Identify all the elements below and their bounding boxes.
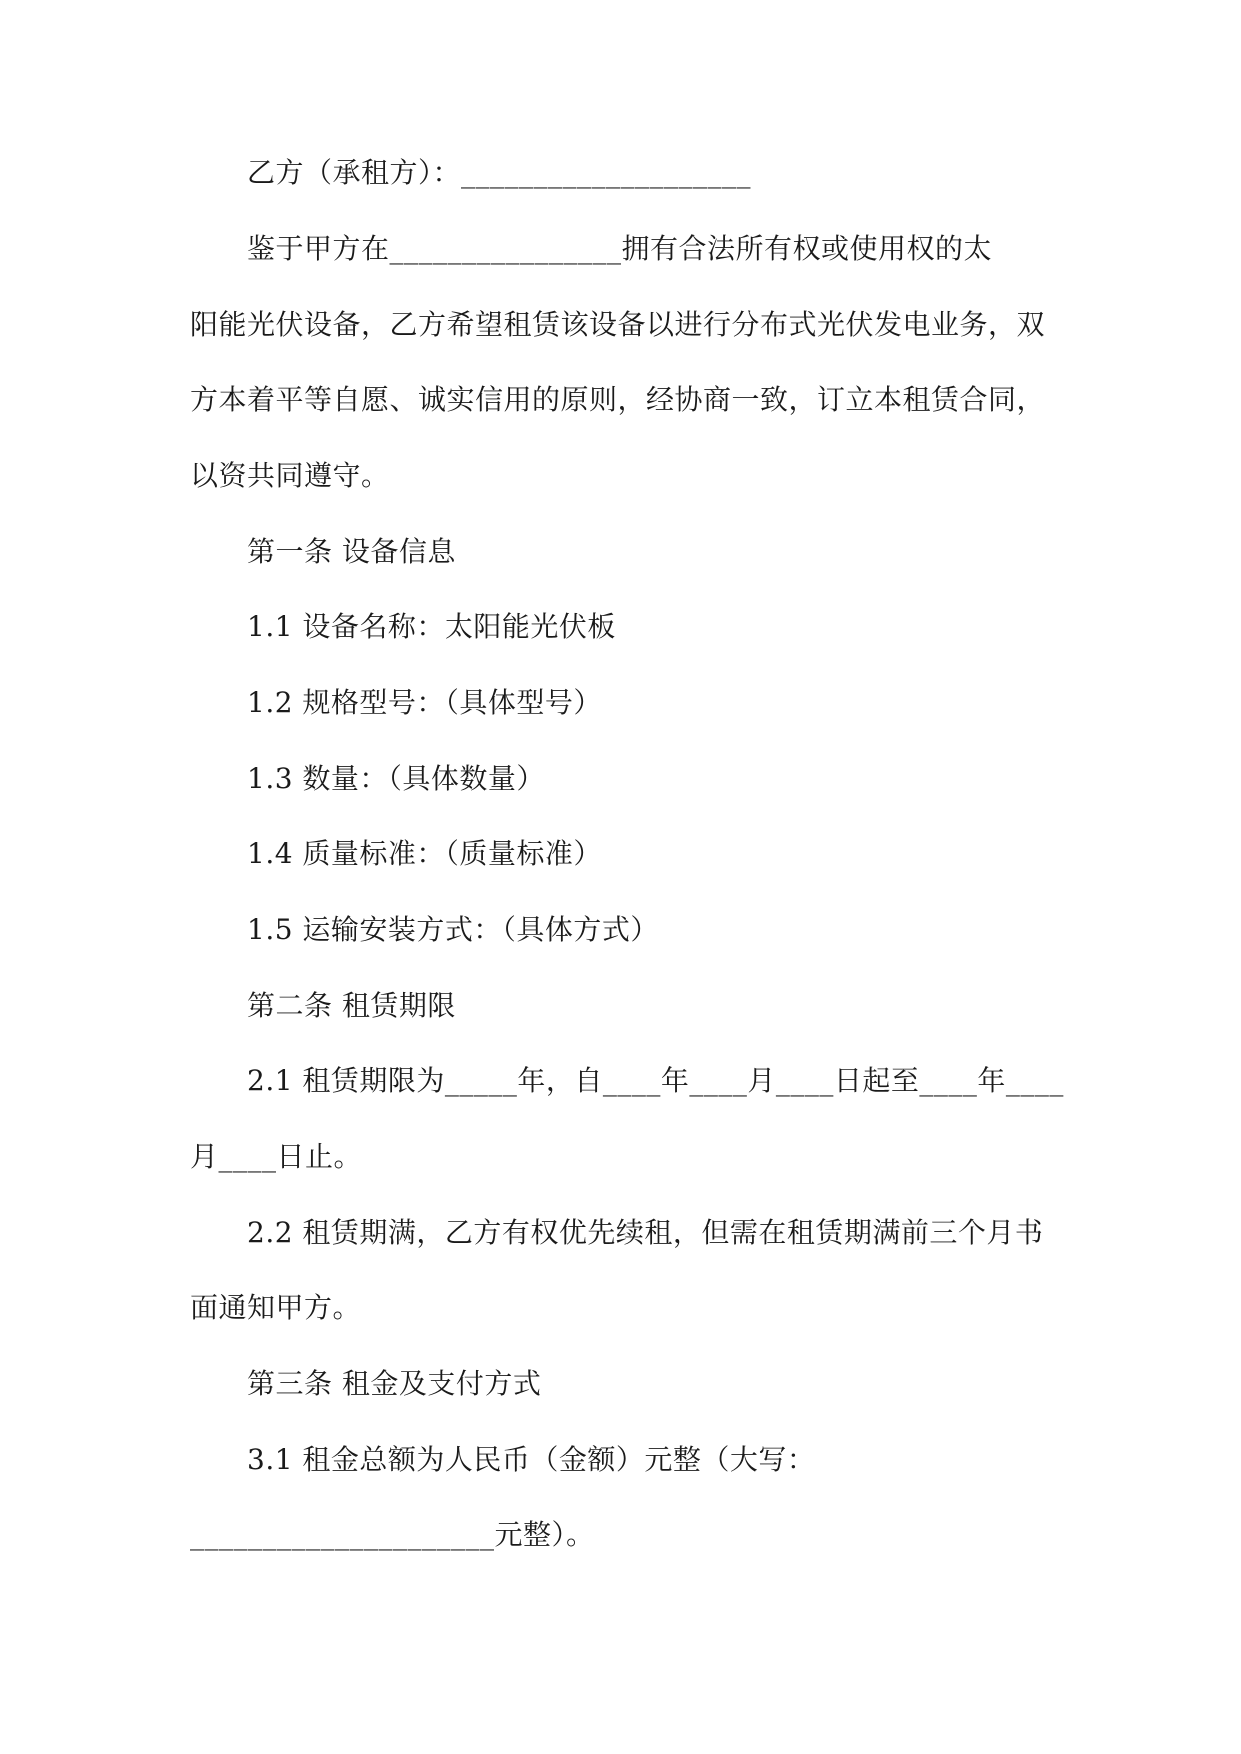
clause-1-3: 1.3 数量：（具体数量） [247,762,545,795]
clause-2-2-line-2: 面通知甲方。 [190,1291,362,1324]
clause-1-5: 1.5 运输安装方式：（具体方式） [247,913,659,946]
lessee-line: 乙方（承租方）：____________________ [247,156,752,189]
article-1-heading: 第一条 设备信息 [247,535,456,568]
preamble-line-2: 阳能光伏设备，乙方希望租赁该设备以进行分布式光伏发电业务，双 [190,308,1046,341]
article-2-heading: 第二条 租赁期限 [247,989,456,1022]
clause-1-4: 1.4 质量标准：（质量标准） [247,837,602,870]
article-3-heading: 第三条 租金及支付方式 [247,1367,542,1400]
clause-3-1-line-2: _____________________元整）。 [190,1518,595,1551]
clause-2-2-line-1: 2.2 租赁期满，乙方有权优先续租，但需在租赁期满前三个月书 [247,1216,1044,1249]
preamble-line-1: 鉴于甲方在________________拥有合法所有权或使用权的太 [247,232,993,265]
clause-3-1-line-1: 3.1 租金总额为人民币（金额）元整（大写： [247,1443,816,1476]
preamble-line-4: 以资共同遵守。 [190,459,390,492]
clause-2-1-line-1: 2.1 租赁期限为_____年，自____年____月____日起至____年____ [247,1064,1064,1097]
preamble-line-3: 方本着平等自愿、诚实信用的原则，经协商一致，订立本租赁合同， [190,383,1046,416]
clause-2-1-line-2: 月____日止。 [190,1140,363,1173]
clause-1-1: 1.1 设备名称：太阳能光伏板 [247,610,616,643]
clause-1-2: 1.2 规格型号：（具体型号） [247,686,602,719]
